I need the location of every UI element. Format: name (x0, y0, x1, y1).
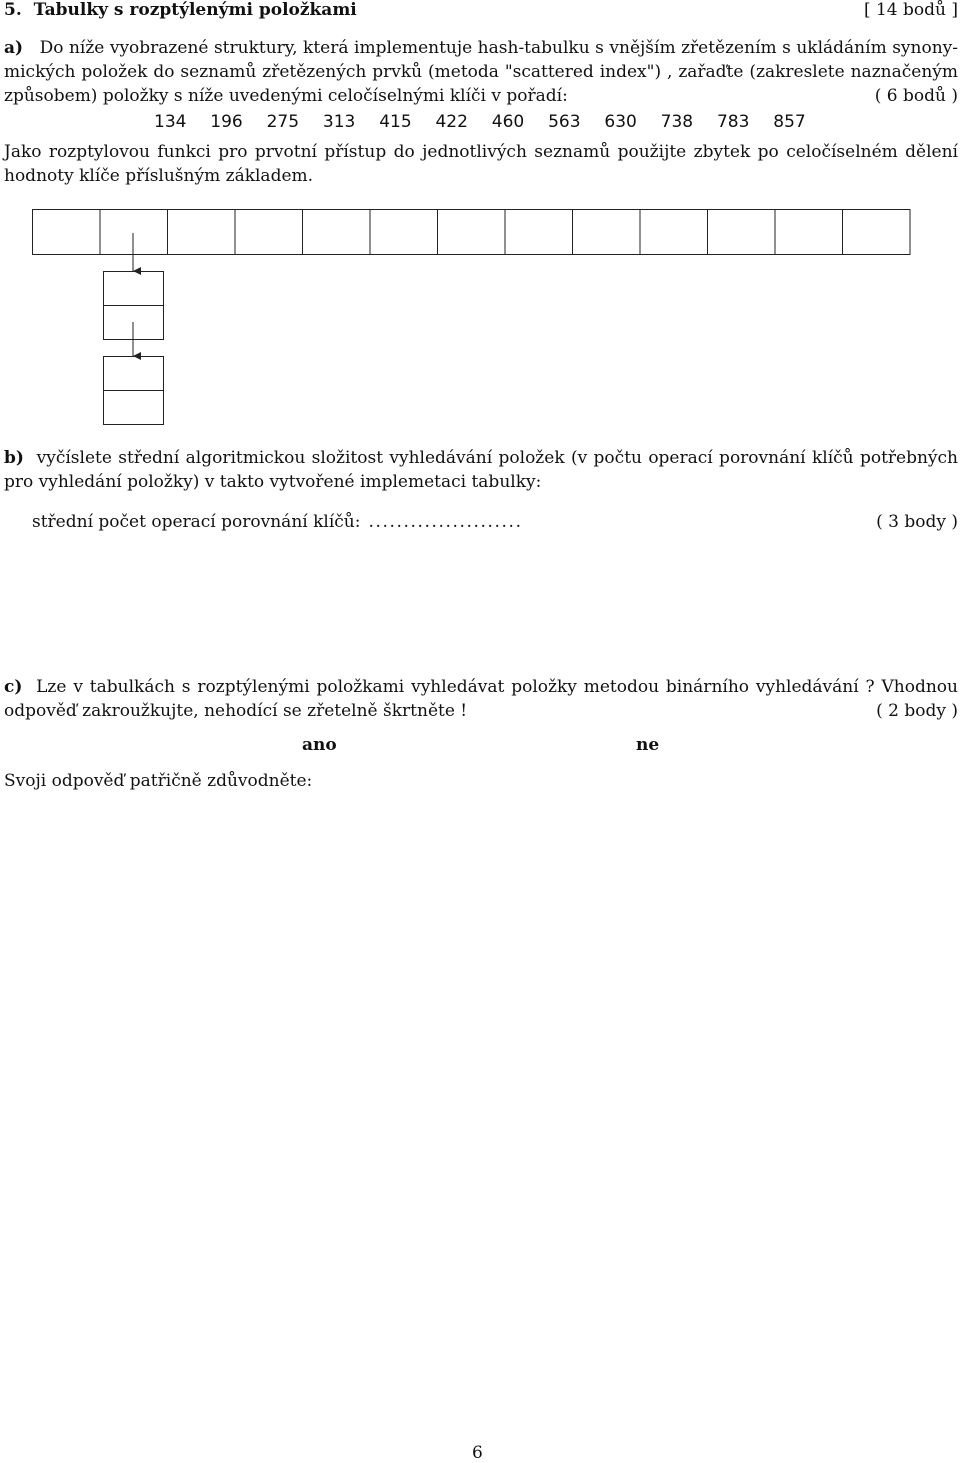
key-value: 275 (266, 112, 300, 132)
part-b-answer-blank[interactable]: ...................... (368, 512, 523, 532)
keys-list (154, 110, 830, 134)
part-b-answer-label: střední počet operací porovnání klíčů: (32, 512, 361, 532)
hash-description (4, 140, 958, 188)
hash-table-cell[interactable] (708, 210, 776, 255)
option-no[interactable]: ne (636, 735, 660, 755)
hash-table-cell[interactable] (775, 210, 843, 255)
hash-table-cell[interactable] (303, 210, 371, 255)
part-c-text-2: odpověď zakroužkujte, nehodící se zřetelně škrtněte ! (4, 701, 468, 721)
part-b-points: ( 3 body ) (876, 512, 958, 532)
part-b-label: b) (4, 448, 24, 468)
hash-table-cell[interactable] (168, 210, 236, 255)
key-value: 313 (322, 112, 356, 132)
key-value: 857 (773, 112, 806, 132)
hash-table-diagram (0, 205, 960, 435)
part-a-line-2: mických položek do seznamů zřetězených prvků (metoda "scattered index") , zařaďte (zakreslete naznačeným (4, 62, 958, 82)
key-value: 738 (660, 112, 694, 132)
hash-line-2: hodnoty klíče příslušným základem. (4, 166, 314, 186)
section-title-wrap (4, 0, 357, 20)
part-c-text-1: Lze v tabulkách s rozptýlenými položkami vyhledávat položky metodou binárního vyhledávání ? Vhodnou (36, 677, 958, 697)
key-value: 460 (491, 112, 525, 132)
part-a-label: a) (4, 38, 24, 58)
part-b-paragraph (4, 446, 958, 494)
section-number: 5. (4, 0, 22, 20)
key-value: 563 (548, 112, 581, 132)
section-title: Tabulky s rozptýlenými položkami (33, 0, 357, 20)
key-value: 422 (435, 112, 468, 132)
section-points: [ 14 bodů ] (863, 0, 958, 20)
hash-table-cell[interactable] (33, 210, 101, 255)
hash-table-cell[interactable] (640, 210, 708, 255)
chain-node-2-next (104, 391, 164, 425)
hash-table-row (33, 210, 911, 255)
part-a-line-3 (4, 84, 958, 108)
hash-table-cell[interactable] (370, 210, 438, 255)
page-number: 6 (472, 1443, 483, 1463)
hash-line-1: Jako rozptylovou funkci pro prvotní přístup do jednotlivých seznamů použijte zbytek po celočíselném dělení (4, 142, 958, 162)
part-c-line-1 (4, 675, 958, 699)
part-b-answer-line (4, 510, 958, 534)
part-c-label: c) (4, 677, 23, 697)
key-value: 415 (379, 112, 412, 132)
key-value: 630 (604, 112, 637, 132)
part-c-paragraph (4, 675, 958, 723)
part-a-line-1 (4, 36, 958, 60)
hash-table-cell[interactable] (573, 210, 641, 255)
key-value: 134 (154, 112, 187, 132)
part-b-line-1 (4, 446, 958, 470)
part-a-text-3: způsobem) položky s níže uvedenými celočíselnými klíči v pořadí: (4, 86, 568, 106)
chain-node-1-key (104, 272, 164, 306)
hash-table-cell[interactable] (843, 210, 911, 255)
part-b-text-1: vyčíslete střední algoritmickou složitost vyhledávání položek (v počtu operací porovnání klíčů potřebných (36, 448, 958, 468)
part-b-line-2: pro vyhledání položky) v takto vytvořené implemetaci tabulky: (4, 472, 542, 492)
hash-table-cell[interactable] (438, 210, 506, 255)
section-heading (4, 0, 958, 24)
option-yes[interactable]: ano (302, 735, 337, 755)
part-c-points: ( 2 body ) (876, 701, 958, 721)
part-b-answer-row (4, 510, 958, 534)
key-value: 196 (210, 112, 243, 132)
part-c-line-2 (4, 699, 958, 723)
justify-label: Svoji odpověď patřičně zdůvodněte: (4, 771, 313, 791)
hash-table-cell[interactable] (505, 210, 573, 255)
part-a-text-1: Do níže vyobrazené struktury, která implementuje hash-tabulku s vnějším zřetězením s ukládáním synony- (39, 38, 959, 58)
chain-node-2-key (104, 357, 164, 391)
hash-table-cell[interactable] (100, 210, 168, 255)
part-a-paragraph (4, 36, 958, 108)
hash-table-cell[interactable] (235, 210, 303, 255)
key-value: 783 (716, 112, 750, 132)
part-a-points: ( 6 bodů ) (874, 86, 958, 106)
